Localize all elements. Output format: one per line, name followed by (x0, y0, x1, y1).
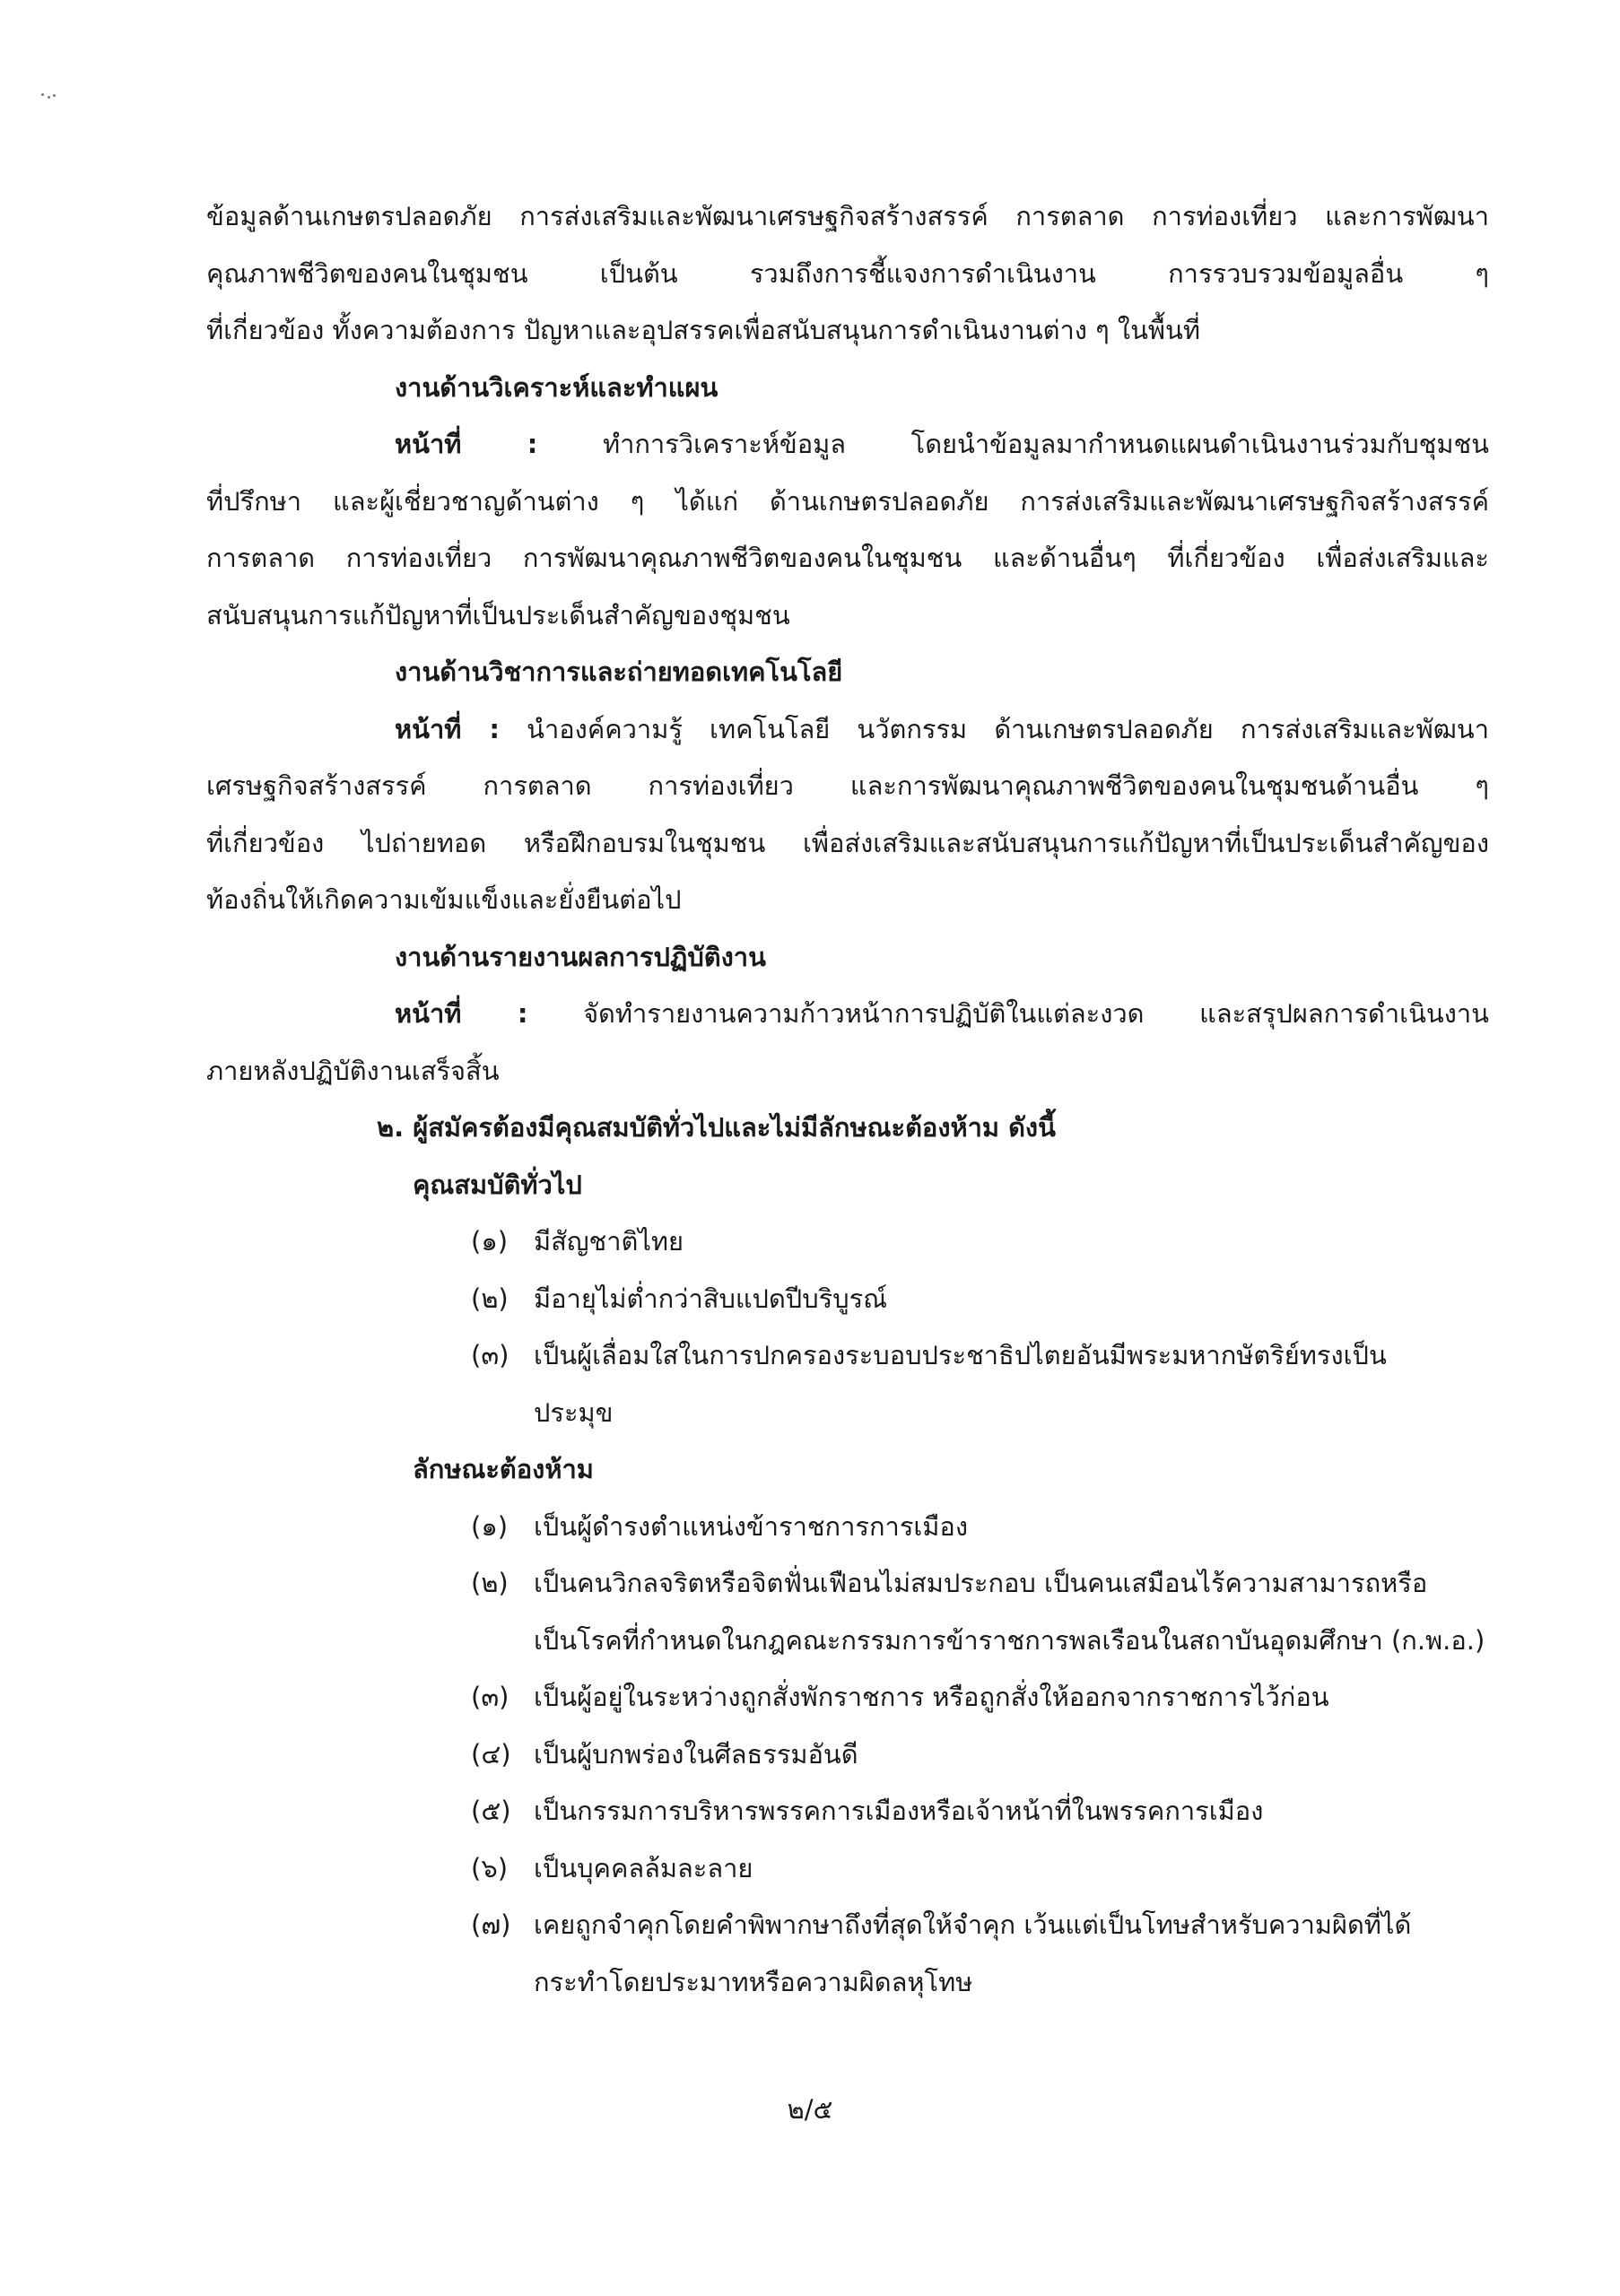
item-number: (๖) (471, 1852, 509, 1883)
section-heading: งานด้านวิชาการและถ่ายทอดเทคโนโลยี (395, 657, 843, 687)
prohibited-item (206, 1840, 1489, 1898)
general-item (206, 1327, 1489, 1385)
item-continuation: ประมุข (534, 1396, 614, 1428)
item-text: มีสัญชาติไทย (534, 1226, 684, 1257)
item-number: (๓) (471, 1340, 510, 1370)
duty-label: หน้าที่ : (395, 998, 528, 1029)
prohibited-heading: ลักษณะต้องห้าม (413, 1454, 594, 1484)
duty-text: ทำการวิเคราะห์ข้อมูล โดยนำข้อมูลมากำหนดแผนดำเนินงานร่วมกับชุมชน (602, 429, 1489, 459)
paragraph-line: คุณภาพชีวิตของคนในชุมชน เป็นต้น รวมถึงการชี้แจงการดำเนินงาน การรวบรวมข้อมูลอื่น ๆ (206, 257, 1489, 289)
item-text: เคยถูกจำคุกโดยคำพิพากษาถึงที่สุดให้จำคุก เว้นแต่เป็นโทษสำหรับความผิดที่ได้ (534, 1909, 1412, 1940)
item-continuation: กระทำโดยประมาทหรือความผิดลหุโทษ (534, 1966, 973, 1997)
section-heading: งานด้านรายงานผลการปฏิบัติงาน (395, 941, 766, 972)
qualifications-title: ๒. ผู้สมัครต้องมีคุณสมบัติทั่วไปและไม่มีลักษณะต้องห้าม ดังนี้ (377, 1112, 1056, 1143)
scan-speck (41, 93, 57, 99)
section-heading: งานด้านวิเคราะห์และทำแผน (395, 371, 719, 403)
item-number: (๑) (471, 1226, 509, 1257)
item-continuation: เป็นโรคที่กำหนดในกฎคณะกรรมการข้าราชการพลเรือนในสถาบันอุดมศึกษา (ก.พ.อ.) (534, 1624, 1485, 1656)
item-text: เป็นผู้บกพร่องในศีลธรรมอันดี (534, 1738, 858, 1770)
prohibited-item (206, 1783, 1489, 1840)
paragraph-line: ข้อมูลด้านเกษตรปลอดภัย การส่งเสริมและพัฒนาเศรษฐกิจสร้างสรรค์ การตลาด การท่องเที่ยว และการพัฒนา (206, 201, 1489, 231)
page-number: ๒/๕ (787, 2094, 833, 2125)
duty-text: นำองค์ความรู้ เทคโนโลยี นวัตกรรม ด้านเกษตรปลอดภัย การส่งเสริมและพัฒนา (527, 713, 1489, 744)
item-number: (๒) (471, 1283, 509, 1314)
general-item (206, 1213, 1489, 1271)
item-text: เป็นผู้ดำรงตำแหน่งข้าราชการการเมือง (534, 1510, 968, 1542)
document-body (206, 188, 1489, 2011)
duty-line: ที่ปรึกษา และผู้เชี่ยวชาญด้านต่าง ๆ ได้แก่ ด้านเกษตรปลอดภัย การส่งเสริมและพัฒนาเศรษฐกิจสร้างสรรค์ (206, 485, 1489, 517)
item-text: เป็นผู้เลื่อมใสในการปกครองระบอบประชาธิปไตยอันมีพระมหากษัตริย์ทรงเป็น (534, 1340, 1387, 1370)
prohibited-item (206, 1669, 1489, 1726)
item-number: (๓) (471, 1682, 510, 1712)
item-number: (๔) (471, 1738, 511, 1770)
item-text: เป็นบุคคลล้มละลาย (534, 1852, 753, 1883)
prohibited-item (206, 1499, 1489, 1556)
paragraph-line: ที่เกี่ยวข้อง ทั้งความต้องการ ปัญหาและอุปสรรคเพื่อสนับสนุนการดำเนินงานต่าง ๆ ในพื้นที่ (206, 315, 1200, 345)
item-text: เป็นผู้อยู่ในระหว่างถูกสั่งพักราชการ หรือถูกสั่งให้ออกจากราชการไว้ก่อน (534, 1682, 1329, 1712)
prohibited-item (206, 1897, 1489, 1954)
prohibited-item (206, 1555, 1489, 1613)
item-number: (๑) (471, 1510, 509, 1542)
item-number: (๗) (471, 1909, 511, 1940)
duty-line: เศรษฐกิจสร้างสรรค์ การตลาด การท่องเที่ยว และการพัฒนาคุณภาพชีวิตของคนในชุมชนด้านอื่น ๆ (206, 770, 1489, 801)
item-number: (๒) (471, 1568, 509, 1598)
duty-line (206, 701, 1489, 759)
duty-label: หน้าที่ : (395, 713, 500, 744)
duty-line: ที่เกี่ยวข้อง ไปถ่ายทอด หรือฝึกอบรมในชุมชน เพื่อส่งเสริมและสนับสนุนการแก้ปัญหาที่เป็นประเด็นสำคัญของ (206, 827, 1489, 858)
item-text: เป็นคนวิกลจริตหรือจิตฟั่นเฟือนไม่สมประกอบ เป็นคนเสมือนไร้ความสามารถหรือ (534, 1568, 1428, 1598)
duty-line: สนับสนุนการแก้ปัญหาที่เป็นประเด็นสำคัญของชุมชน (206, 599, 790, 631)
duty-label: หน้าที่ : (395, 429, 538, 459)
item-number: (๕) (471, 1796, 511, 1826)
duty-line (206, 986, 1489, 1043)
duty-line: การตลาด การท่องเที่ยว การพัฒนาคุณภาพชีวิตของคนในชุมชน และด้านอื่นๆ ที่เกี่ยวข้อง เพื่อส่งเสริมและ (206, 543, 1489, 573)
item-text: มีอายุไม่ต่ำกว่าสิบแปดปีบริบูรณ์ (534, 1283, 888, 1314)
duty-line: ท้องถิ่นให้เกิดความเข้มแข็งและยั่งยืนต่อไป (206, 884, 682, 915)
duty-line: ภายหลังปฏิบัติงานเสร็จสิ้น (206, 1055, 500, 1086)
duty-line (206, 416, 1489, 474)
prohibited-item (206, 1726, 1489, 1784)
general-item (206, 1271, 1489, 1328)
general-heading: คุณสมบัติทั่วไป (413, 1169, 582, 1200)
item-text: เป็นกรรมการบริหารพรรคการเมืองหรือเจ้าหน้าที่ในพรรคการเมือง (534, 1796, 1264, 1826)
duty-text: จัดทำรายงานความก้าวหน้าการปฏิบัติในแต่ละงวด และสรุปผลการดำเนินงาน (583, 998, 1489, 1029)
